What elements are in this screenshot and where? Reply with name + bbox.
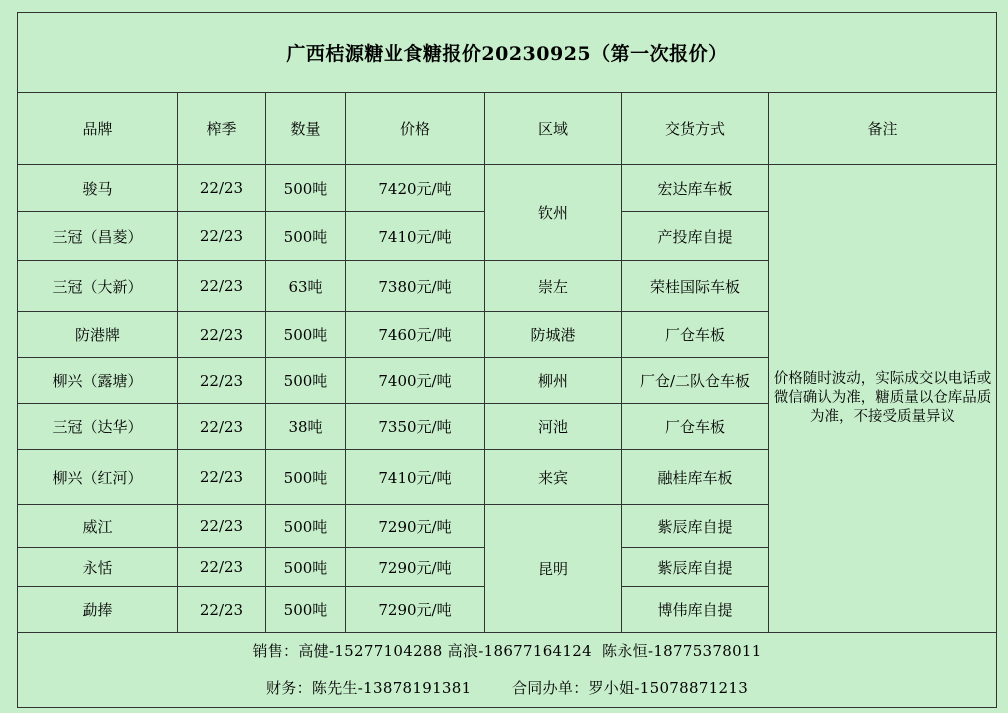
brand-cell: 永恬: [18, 548, 178, 587]
page-title: 广西桔源糖业食糖报价20230925（第一次报价）: [18, 13, 997, 93]
brand-cell: 威江: [18, 505, 178, 548]
brand-cell: 三冠（大新）: [18, 261, 178, 312]
season-cell: 22/23: [178, 358, 266, 404]
header-delivery: 交货方式: [622, 93, 769, 165]
brand-cell: 柳兴（红河）: [18, 450, 178, 505]
season-cell: 22/23: [178, 404, 266, 450]
price-cell: 7350元/吨: [346, 404, 485, 450]
quantity-cell: 500吨: [266, 450, 346, 505]
region-cell: 来宾: [485, 450, 622, 505]
quantity-cell: 63吨: [266, 261, 346, 312]
header-row: [18, 93, 997, 165]
brand-cell: 防港牌: [18, 312, 178, 358]
region-cell: 防城港: [485, 312, 622, 358]
region-cell: 崇左: [485, 261, 622, 312]
delivery-cell: 产投库自提: [622, 212, 769, 261]
price-cell: 7410元/吨: [346, 212, 485, 261]
price-cell: 7460元/吨: [346, 312, 485, 358]
quantity-cell: 500吨: [266, 587, 346, 633]
region-cell: 河池: [485, 404, 622, 450]
note-cell: 价格随时波动，实际成交以电话或微信确认为准，糖质量以仓库品质为准，不接受质量异议: [769, 165, 997, 633]
season-cell: 22/23: [178, 212, 266, 261]
delivery-cell: 博伟库自提: [622, 587, 769, 633]
season-cell: 22/23: [178, 548, 266, 587]
quantity-cell: 38吨: [266, 404, 346, 450]
delivery-cell: 融桂库车板: [622, 450, 769, 505]
delivery-cell: 荣桂国际车板: [622, 261, 769, 312]
delivery-cell: 厂仓/二队仓车板: [622, 358, 769, 404]
region-cell: 柳州: [485, 358, 622, 404]
table-row: [18, 165, 997, 212]
quantity-cell: 500吨: [266, 165, 346, 212]
brand-cell: 柳兴（露塘）: [18, 358, 178, 404]
delivery-cell: 厂仓车板: [622, 404, 769, 450]
quantity-cell: 500吨: [266, 312, 346, 358]
season-cell: 22/23: [178, 450, 266, 505]
quantity-cell: 500吨: [266, 212, 346, 261]
price-cell: 7420元/吨: [346, 165, 485, 212]
season-cell: 22/23: [178, 165, 266, 212]
header-season: 榨季: [178, 93, 266, 165]
price-cell: 7380元/吨: [346, 261, 485, 312]
header-note: 备注: [769, 93, 997, 165]
header-brand: 品牌: [18, 93, 178, 165]
price-cell: 7290元/吨: [346, 505, 485, 548]
finance-contacts: 财务：陈先生-13878191381 合同办单：罗小姐-15078871213: [266, 679, 749, 697]
quantity-cell: 500吨: [266, 548, 346, 587]
brand-cell: 三冠（达华）: [18, 404, 178, 450]
season-cell: 22/23: [178, 505, 266, 548]
delivery-cell: 厂仓车板: [622, 312, 769, 358]
header-price: 价格: [346, 93, 485, 165]
delivery-cell: 宏达库车板: [622, 165, 769, 212]
sales-contacts: 销售：高健-15277104288 高浪-18677164124 陈永恒-18775378011: [252, 642, 762, 660]
brand-cell: 骏马: [18, 165, 178, 212]
quantity-cell: 500吨: [266, 358, 346, 404]
quantity-cell: 500吨: [266, 505, 346, 548]
season-cell: 22/23: [178, 587, 266, 633]
price-cell: 7410元/吨: [346, 450, 485, 505]
price-cell: 7400元/吨: [346, 358, 485, 404]
season-cell: 22/23: [178, 261, 266, 312]
region-cell: 昆明: [485, 505, 622, 633]
price-cell: 7290元/吨: [346, 587, 485, 633]
brand-cell: 勐捧: [18, 587, 178, 633]
brand-cell: 三冠（昌菱）: [18, 212, 178, 261]
price-cell: 7290元/吨: [346, 548, 485, 587]
delivery-cell: 紫辰库自提: [622, 548, 769, 587]
delivery-cell: 紫辰库自提: [622, 505, 769, 548]
price-table: [17, 12, 997, 708]
region-cell: 钦州: [485, 165, 622, 261]
contact-footer: [18, 633, 997, 708]
header-quantity: 数量: [266, 93, 346, 165]
season-cell: 22/23: [178, 312, 266, 358]
header-region: 区域: [485, 93, 622, 165]
